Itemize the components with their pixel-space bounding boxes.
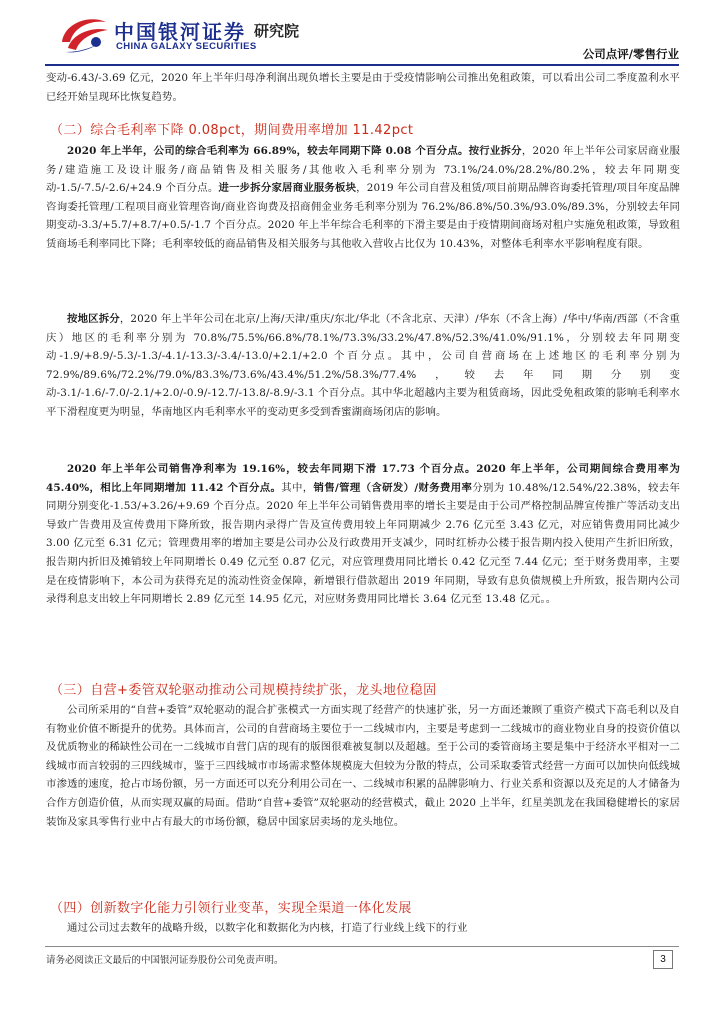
page-number: 3 [653, 950, 673, 969]
brand-name-cn: 中国银河证券 [114, 20, 246, 44]
footer-divider [45, 946, 679, 947]
brand-name-en: CHINA GALAXY SECURITIES [116, 41, 257, 52]
intro-paragraph: 变动-6.43/-3.69 亿元，2020 年上半年归母净利润出现负增长主要是由于受疫情影响公司推出免租政策，可以看出公司二季度盈利水平已经开始呈现环比恢复趋势。 [46, 72, 680, 103]
paragraph-digitalization: 通过公司过去数年的战略升级，以数字化和数据化为内核，打造了行业线上线下的行业 [67, 922, 468, 934]
footer-disclaimer: 请务必阅读正文最后的中国银河证券股份公司免责声明。 [46, 955, 284, 966]
text-run: 进一步拆分家居商业服务板块 [218, 182, 357, 195]
paragraph-dual-drive-model: 公司所采用的“自营+委管”双轮驱动的混合扩张模式一方面实现了经营产的快速扩张，另一方面还兼顾了重资产模式下高毛利以及自有物业价值不断提升的优势。具体而言，公司的自营商场主要位于一二线城市内，主要是考虑到一二线城市的商业物业自身的投资价值以及优质物业的稀缺性公司在一二线城市自营门店的现有的版图很难被复制以及超越。至于公司的委管商场主要是集中于经济水平相对一二线城市而言较弱的三四线城市，鉴于三四线城市市场需求整体规模庞大但较为分散的特点，公司采取委管式经营一方面可以加快向低线城市渗透的速度，抢占市场份额，另一方面还可以充分利用公司在一、二线城市积累的品牌影响力、行业关系和资源以及充足的人才储备为合作方创造价值，从而实现双赢的局面。借助“自营+委管”双轮驱动的经营模式，截止 2020 上半年，红星美凯龙在我国稳健增长的家居装饰及家具零售行业中占有最大的市场份额，稳居中国家居卖场的龙头地位。 [46, 704, 680, 828]
report-category: 公司点评/零售行业 [582, 47, 679, 61]
galaxy-logo-icon [58, 12, 110, 56]
section-heading-4: （四）创新数字化能力引领行业变革，实现全渠道一体化发展 [50, 901, 412, 916]
text-run: ，2019 年公司自营及租赁/项目前期品牌咨询委托管理/项目年度品牌咨询委托管理/工程项目商业管理咨询/商业咨询费及招商佣金业务毛利率分别为 76.2%/86.8%/50.3%/93.0%/89.3%，分别较去年同期变动-3.3/+5.7/+8.7/+0.5/-1.7 个百分点。2020 年上半年综合毛利率的下滑主要是由于疫情期间商场对租户实施免租政策，导致租赁商场毛利率同比下降；毛利率较低的商品销售及相关服务与其他收入营收占比仅为 10.43%，对整体毛利率水平影响程度有限。 [46, 182, 680, 250]
paragraph-gross-margin-by-region [46, 310, 680, 422]
text-run: 按地区拆分 [67, 313, 120, 325]
paragraph-expense-ratio [46, 460, 680, 609]
section-heading-2: （二）综合毛利率下降 0.08pct，期间费用率增加 11.42pct [50, 123, 414, 138]
text-run: 2020 年上半年公司销售净利率为 19.16%，较去年同期下滑 17.73 个百分点。2020 年上半年，公司期间综合费用率为 45.40%，相比上年同期增加 11.42 个百分点。 [46, 463, 680, 494]
text-run: 2020 年上半年，公司的综合毛利率为 66.89%，较去年同期下降 0.08 个百分点。按行业拆分 [67, 145, 522, 157]
text-run: ，2020 年上半年公司在北京/上海/天津/重庆/东北/华北（不含北京、天津）/华东（不含上海）/华中/华南/西部（不含重庆）地区的毛利率分别为 70.8%/75.5%/66.8%/78.1%/73.3%/33.2%/47.8%/52.3%/41.0%/91.1%，分别较去年同期变动-1.9/+8.9/-5.3/-1.3/-4.1/-13.3/-3.4/-13.0/+2.1/+2.0 个百分点。其中，公司自营商场在上述地区的毛利率分别为 72.9%/89.6%/72.2%/79.0%/83.3%/73.6%/43.4%/51.2%/58.3%/77.4%，较去年同期分别变动-3.1/-1.6/-7.0/-2.1/+2.0/-0.9/-12.7/-13.8/-8.9/-3.1 个百分点。其中华北超越内主要为租赁商场，因此受免租政策的影响毛利率水平下滑程度更为明显，华南地区内毛利率水平的变动更多受到香蜜湖商场闭店的影响。 [46, 313, 680, 418]
section-heading-3: （三）自营+委管双轮驱动推动公司规模持续扩张，龙头地位稳固 [50, 683, 437, 698]
text-run: ，2020 年上半年公司家居商业服务/建造施工及设计服务/商品销售及相关服务/其他收入毛利率分别为 73.1%/24.0%/28.2%/80.2%，较去年同期变动-1.5/-7.5/-2.6/+24.9 个百分点。 [46, 145, 680, 195]
text-run: 分别为 10.48%/12.54%/22.38%，较去年同期分别变化-1.53/+3.26/+9.69 个百分点。2020 年上半年公司销售费用率的增长主要是由于公司严格控制品牌宣传推广等活动支出导致广告费用及宣传费用下降所致，报告期内录得广告及宣传费用较上年同期减少 2.76 亿元至 3.43 亿元，对应销售费用同比减少 3.00 亿元至 6.31 亿元；管理费用率的增加主要是公司办公及行政费用开支减少，同时红桥办公楼于报告期内投入使用产生折旧所致，报告期内折旧及摊销较上年同期增长 0.49 亿元至 0.87 亿元，对应管理费用同比增长 0.42 亿元至 7.44 亿元；至于财务费用率，主要是在疫情影响下，本公司为获得充足的流动性资金保障，新增银行借款超出 2019 年同期，导致有息负债规模上升所致，报告期内公司录得利息支出较上年同期增长 2.89 亿元至 14.95 亿元，对应财务费用同比增长 3.64 亿元至 13.48 亿元。。 [46, 481, 680, 606]
header-divider [45, 64, 679, 66]
text-run: 其中， [281, 481, 314, 494]
text-run: 销售/管理（含研发）/财务费用率 [313, 481, 473, 494]
paragraph-gross-margin-by-business [46, 142, 680, 254]
institute-label: 研究院 [254, 22, 300, 40]
